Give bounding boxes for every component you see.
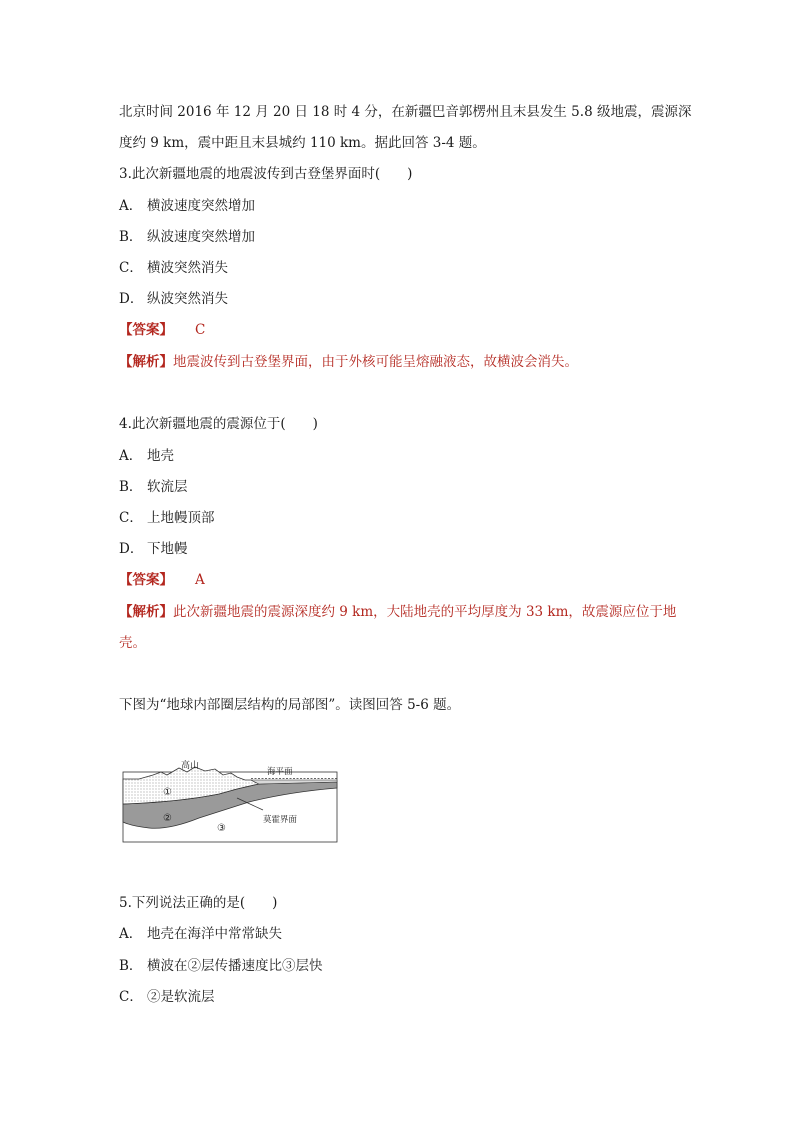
q4-analysis-label: 【解析】 bbox=[119, 604, 173, 620]
q3-answer bbox=[119, 321, 205, 339]
q4-analysis-continued: 壳。 bbox=[119, 635, 146, 651]
q3-stem: 3.此次新疆地震的地震波传到古登堡界面时( ) bbox=[119, 166, 413, 182]
q4-answer-value: A bbox=[195, 572, 205, 588]
q5-option-a bbox=[119, 925, 282, 943]
q5-option-c-text: ②是软流层 bbox=[147, 989, 215, 1005]
q3-option-a-text: 横波速度突然增加 bbox=[147, 198, 255, 214]
label-mountain: 高山 bbox=[181, 761, 200, 771]
q5-option-b-text: 横波在②层传播速度比③层快 bbox=[147, 958, 323, 974]
label-layer-2: ② bbox=[163, 813, 172, 824]
q5-option-c bbox=[119, 988, 215, 1006]
earth-layers-figure bbox=[119, 758, 341, 846]
q3-option-d bbox=[119, 290, 228, 308]
label-layer-3: ③ bbox=[217, 823, 226, 834]
q3-option-c bbox=[119, 259, 228, 277]
q4-option-b bbox=[119, 478, 188, 496]
q4-option-b-text: 软流层 bbox=[147, 479, 188, 495]
label-sea-level: 海平面 bbox=[267, 767, 293, 777]
q3-option-c-letter: C． bbox=[119, 260, 143, 276]
q4-stem: 4.此次新疆地震的震源位于( ) bbox=[119, 416, 318, 432]
q4-option-a-letter: A． bbox=[119, 448, 143, 464]
q3-analysis-text: 地震波传到古登堡界面，由于外核可能呈熔融液态，故横波会消失。 bbox=[173, 354, 578, 370]
q4-option-d-letter: D． bbox=[119, 541, 144, 557]
q3-option-a bbox=[119, 197, 255, 215]
label-layer-1: ① bbox=[163, 787, 172, 798]
q5-stem: 5.下列说法正确的是( ) bbox=[119, 895, 278, 911]
q3-option-a-letter: A． bbox=[119, 198, 143, 214]
intro-line-1: 北京时间 2016 年 12 月 20 日 18 时 4 分，在新疆巴音郭楞州且末县发生 5.8 级地震，震源深 bbox=[119, 104, 692, 120]
q4-option-b-letter: B． bbox=[119, 479, 143, 495]
q3-answer-label: 【答案】 bbox=[119, 322, 173, 338]
q4-option-d-text: 下地幔 bbox=[147, 541, 188, 557]
q5-option-b bbox=[119, 957, 323, 975]
q3-option-d-text: 纵波突然消失 bbox=[147, 291, 228, 307]
q4-option-c bbox=[119, 509, 215, 527]
q5-option-a-letter: A． bbox=[119, 926, 143, 942]
q3-answer-value: C bbox=[195, 322, 206, 338]
q4-analysis bbox=[119, 603, 676, 621]
figure-intro: 下图为“地球内部圈层结构的局部图”。读图回答 5-6 题。 bbox=[119, 697, 461, 713]
q4-option-c-text: 上地幔顶部 bbox=[147, 510, 215, 526]
q5-option-c-letter: C． bbox=[119, 989, 143, 1005]
q4-option-d bbox=[119, 540, 188, 558]
q3-analysis bbox=[119, 353, 578, 371]
q3-option-b-letter: B． bbox=[119, 229, 143, 245]
q5-option-b-letter: B． bbox=[119, 958, 143, 974]
q4-analysis-text-1: 此次新疆地震的震源深度约 9 km，大陆地壳的平均厚度为 33 km，故震源应位于地 bbox=[173, 604, 677, 620]
q4-answer-label: 【答案】 bbox=[119, 572, 173, 588]
q4-answer bbox=[119, 571, 205, 589]
q3-option-b-text: 纵波速度突然增加 bbox=[147, 229, 255, 245]
q3-option-d-letter: D． bbox=[119, 291, 144, 307]
label-moho: 莫霍界面 bbox=[263, 815, 298, 825]
q3-analysis-label: 【解析】 bbox=[119, 354, 173, 370]
q4-option-a-text: 地壳 bbox=[147, 448, 174, 464]
q3-option-b bbox=[119, 228, 255, 246]
q5-option-a-text: 地壳在海洋中常常缺失 bbox=[147, 926, 282, 942]
q3-option-c-text: 横波突然消失 bbox=[147, 260, 228, 276]
intro-line-2: 度约 9 km，震中距且末县城约 110 km。据此回答 3-4 题。 bbox=[119, 135, 486, 151]
q4-option-c-letter: C． bbox=[119, 510, 143, 526]
q4-option-a bbox=[119, 447, 174, 465]
